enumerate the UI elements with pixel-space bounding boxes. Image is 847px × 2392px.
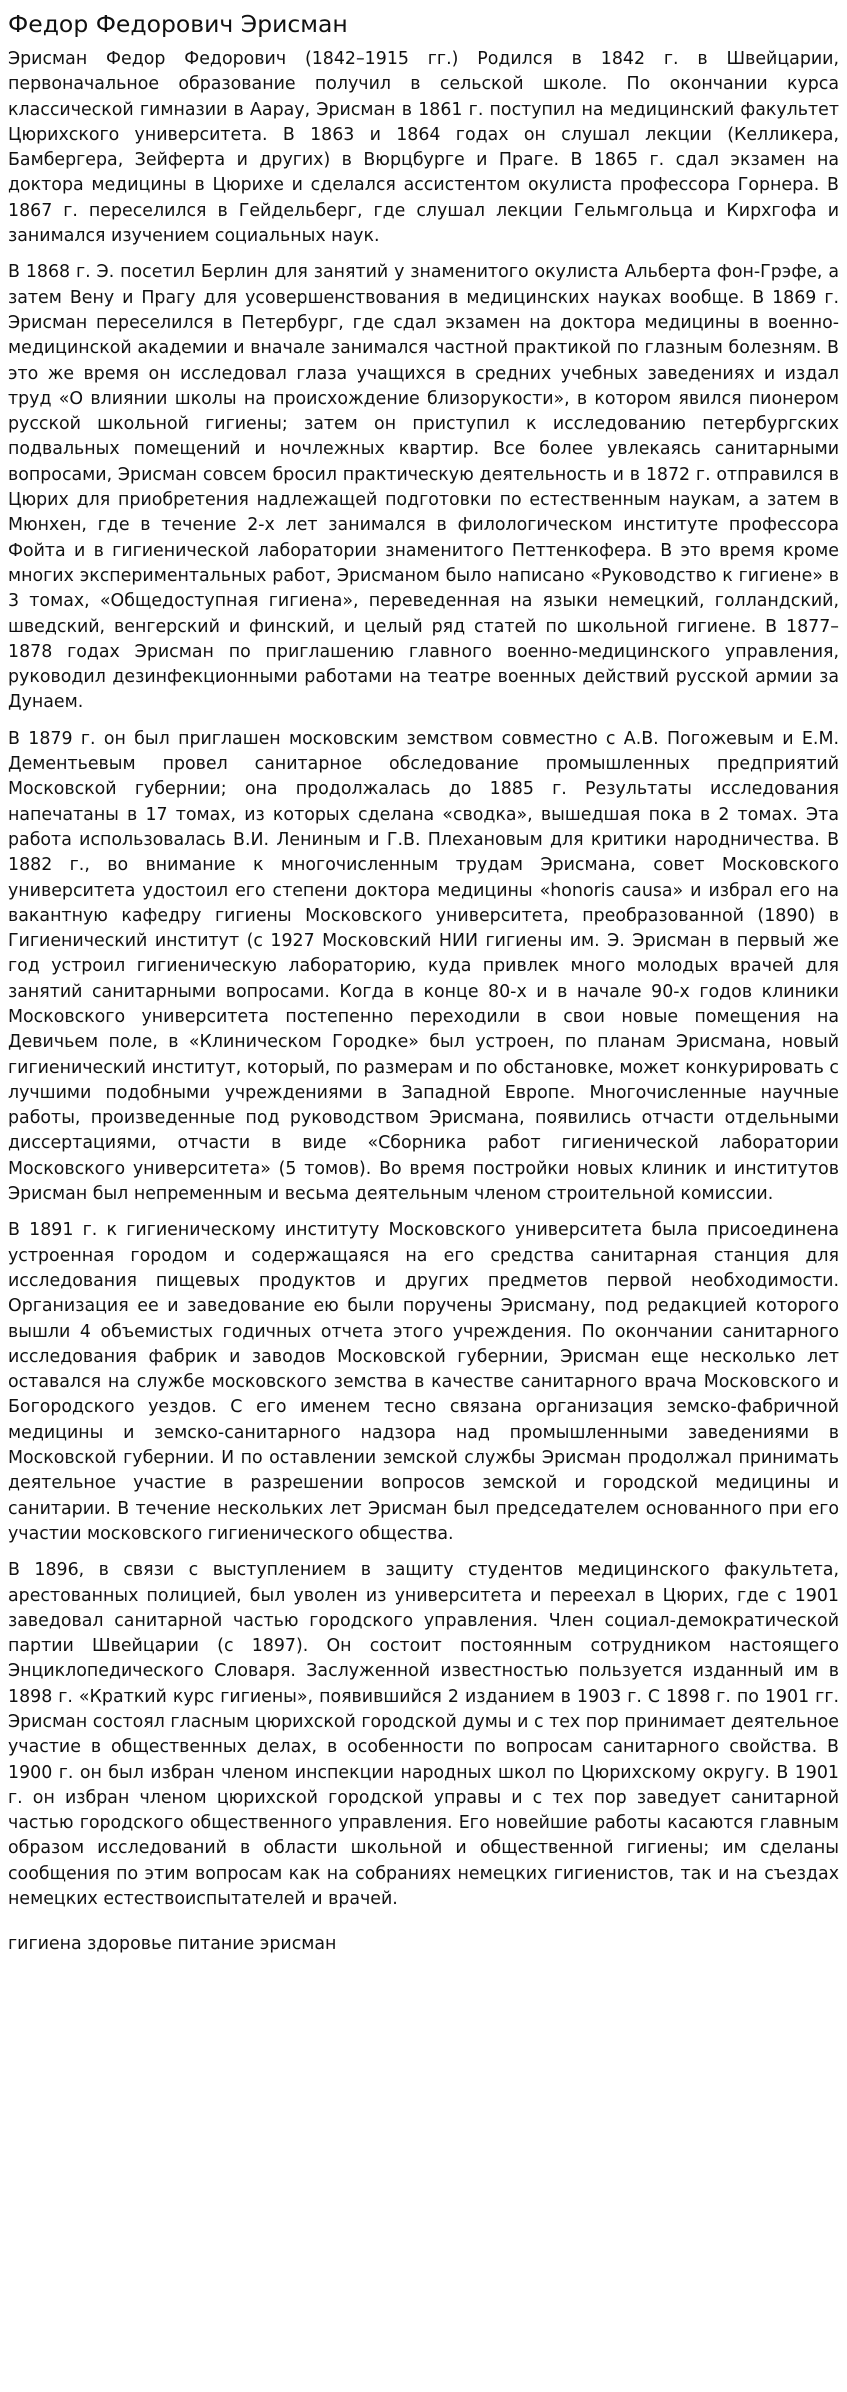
paragraph-4: В 1891 г. к гигиеническому институту Московского университета была присоединена устроенная городом и содержащаяся на его средства санитарная станция для исследования пищевых продуктов и других предметов первой необходимости. Организация ее и заведование ею были поручены Эрисману, под редакцией которого вышли 4 объемистых годичных отчета этого учреждения. По окончании санитарного исследования фабрик и заводов Московской губернии, Эрисман еще несколько лет оставался на службе московского земства в качестве санитарного врача Московского и Богородского уездов. С его именем тесно связана организация земско-фабричной медицины и земско-санитарного надзора над промышленными заведениями в Московской губернии. И по оставлении земской службы Эрисман продолжал принимать деятельное участие в разрешении вопросов земской и городской медицины и санитарии. В течение нескольких лет Эрисман был председателем основанного при его участии московского гигиенического общества.	[8, 1220, 839, 1544]
page-title: Федор Федорович Эрисман	[8, 10, 348, 38]
paragraph-5: В 1896, в связи с выступлением в защиту студентов медицинского факультета, арестованных полицией, был уволен из университета и переехал в Цюрих, где с 1901 заведовал санитарной частью городского управления. Член социал-демократической партии Швейцарии (с 1897). Он состоит постоянным сотрудником настоящего Энциклопедического Словаря. Заслуженной известностью пользуется изданный им в 1898 г. «Краткий курс гигиены», появившийся 2 изданием в 1903 г. С 1898 г. по 1901 гг. Эрисман состоял гласным цюрихской городской думы и с тех пор принимает деятельное участие в общественных делах, в особенности по вопросам санитарного свойства. В 1900 г. он был избран членом инспекции народных школ по Цюрихскому округу. В 1901 г. он избран членом цюрихской городской управы и с тех пор заведует санитарной частью городского общественного управления. Его новейшие работы касаются главным образом исследований в области школьной и общественной гигиены; им сделаны сообщения по этим вопросам как на собраниях немецких гигиенистов, так и на съездах немецких естествоиспытателей и врачей.	[8, 1560, 839, 1910]
tags-line: гигиена здоровье питание эрисман	[8, 1934, 337, 1955]
paragraph-3: В 1879 г. он был приглашен московским земством совместно с А.В. Погожевым и Е.М. Дементьевым провел санитарное обследование промышленных предприятий Московской губернии; она продолжалась до 1885 г. Результаты исследования напечатаны в 17 томах, из которых сделана «сводка», вышедшая пока в 2 томах. Эта работа использовалась В.И. Лениным и Г.В. Плехановым для критики народничества. В 1882 г., во внимание к многочисленным трудам Эрисмана, совет Московского университета удостоил его степени доктора медицины «honoris causa» и избрал его на вакантную кафедру гигиены Московского университета, преобразованной (1890) в Гигиенический институт (с 1927 Московский НИИ гигиены им. Э. Эрисман в первый же год устроил гигиеническую лабораторию, куда привлек много молодых врачей для занятий санитарными вопросами. Когда в конце 80-х и в начале 90-х годов клиники Московского университета постепенно переходили в свои новые помещения на Девичьем поле, в «Клиническом Городке» был устроен, по планам Эрисмана, новый гигиенический институт, который, по размерам и по обстановке, может конкурировать с лучшими подобными учреждениями в Западной Европе. Многочисленные научные работы, произведенные под руководством Эрисмана, появились отчасти отдельными диссертациями, отчасти в виде «Сборника работ гигиенической лаборатории Московского университета» (5 томов). Во время постройки новых клиник и институтов Эрисман был непременным и весьма деятельным членом строительной комиссии.	[8, 728, 839, 1205]
paragraph-2: В 1868 г. Э. посетил Берлин для занятий у знаменитого окулиста Альберта фон-Грэфе, а затем Вену и Прагу для усовершенствования в медицинских науках вообще. В 1869 г. Эрисман переселился в Петербург, где сдал экзамен на доктора медицины в военно-медицинской академии и вначале занимался частной практикой по глазным болезням. В это же время он исследовал глаза учащихся в средних учебных заведениях и издал труд «О влиянии школы на происхождение близорукости», в котором явился пионером русской школьной гигиены; затем он приступил к исследованию петербургских подвальных помещений и ночлежных квартир. Все более увлекаясь санитарными вопросами, Эрисман совсем бросил практическую деятельность и в 1872 г. отправился в Цюрих для приобретения надлежащей подготовки по естественным наукам, а затем в Мюнхен, где в течение 2-х лет занимался в филологическом институте профессора Фойта и в гигиенической лаборатории знаменитого Петтенкофера. В это время кроме многих экспериментальных работ, Эрисманом было написано «Руководство к гигиене» в 3 томах, «Общедоступная гигиена», переведенная на языки немецкий, голландский, шведский, венгерский и финский, и целый ряд статей по школьной гигиене. В 1877–1878 годах Эрисман по приглашению главного военно-медицинского управления, руководил дезинфекционными работами на театре военных действий русской армии за Дунаем.	[8, 262, 839, 713]
paragraph-1: Эрисман Федор Федорович (1842–1915 гг.) Родился в 1842 г. в Швейцарии, первоначальное образование получил в сельской школе. По окончании курса классической гимназии в Аарау, Эрисман в 1861 г. поступил на медицинский факультет Цюрихского университета. В 1863 и 1864 годах он слушал лекции (Келликера, Бамбергера, Зейферта и других) в Вюрцбурге и Праге. В 1865 г. сдал экзамен на доктора медицины в Цюрихе и сделался ассистентом окулиста профессора Горнера. В 1867 г. переселился в Гейдельберг, где слушал лекции Гельмгольца и Кирхгофа и занимался изучением социальных наук.	[8, 49, 839, 247]
